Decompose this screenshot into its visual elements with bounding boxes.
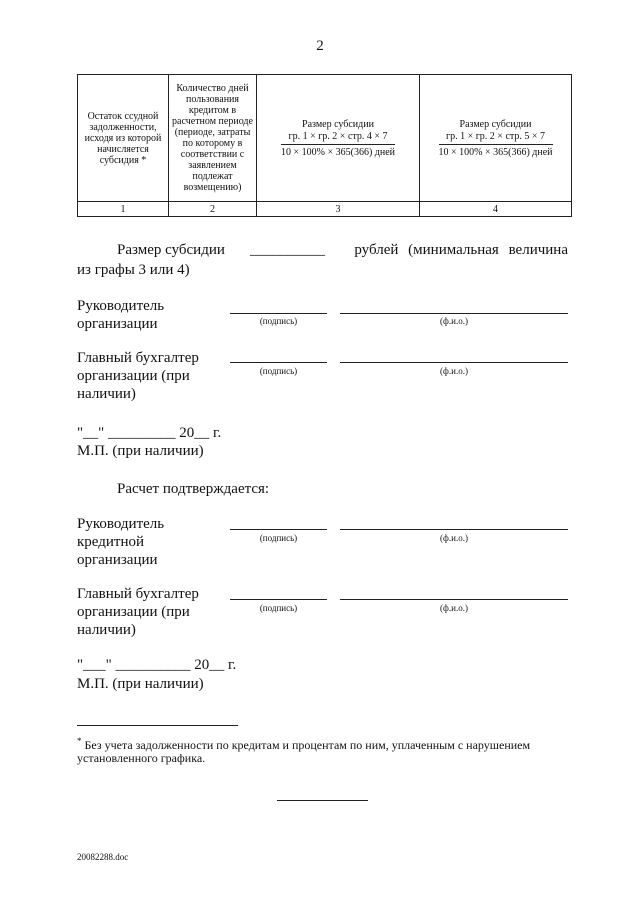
formula-denominator: 10 × 100% × 365(366) дней [438,146,553,158]
formula-denominator: 10 × 100% × 365(366) дней [281,146,395,158]
subsidy-table [77,74,572,217]
fio-caption: (ф.и.о.) [440,603,468,613]
footnote-separator [77,725,238,726]
table-header-row [78,75,572,202]
stamp-note: М.П. (при наличии) [77,443,204,459]
confirm-heading: Расчет подтверждается: [117,481,270,497]
signature-line [230,362,327,363]
fio-caption: (ф.и.о.) [440,366,468,376]
credit-date-line: "___" __________ 20__ г. [77,657,237,673]
footnote-text-line2: установленного графика. [77,751,206,765]
fio-caption: (ф.и.о.) [440,533,468,543]
subsidy-rest: рублей (минимальная величина [354,242,568,258]
formula-col4 [439,131,553,158]
signature-caption: (подпись) [259,533,298,543]
header-subsidy-col4 [420,75,572,202]
footnote-marker: * [77,736,82,746]
header-subsidy-title: Размер субсидии [302,118,374,130]
accountant-label-2: организации (при [77,368,190,384]
credit-head-label-2: кредитной [77,534,145,550]
fio-line [340,529,568,530]
credit-head-label-3: организации [77,552,158,568]
signature-line [230,313,327,314]
header-days-count: Количество дней пользования кредитом в расчетном периоде (периоде, затраты по которому в соответствии с заявлением подлежат возмещению) [169,75,257,202]
formula-numerator: гр. 1 × гр. 2 × стр. 4 × 7 [281,131,395,145]
formula-numerator: гр. 1 × гр. 2 × стр. 5 × 7 [439,131,553,145]
subsidy-lead: Размер субсидии [117,242,225,258]
credit-accountant-label-1: Главный бухгалтер [77,586,199,602]
header-subsidy-col3 [257,75,420,202]
fio-line [340,599,568,600]
date-line: "__" _________ 20__ г. [77,425,222,441]
signature-line [230,529,327,530]
head-label-2: организации [77,316,158,332]
fio-line [340,313,568,314]
column-number: 2 [169,202,257,217]
credit-head-label-1: Руководитель [77,516,165,532]
footnote-text-line1: Без учета задолженности по кредитам и процентам по ним, уплаченным с нарушением [84,738,531,752]
header-loan-balance: Остаток ссудной задолженности, исходя из которой начисляется субсидия * [78,75,169,202]
page-number: 2 [316,38,324,54]
head-label-1: Руководитель [77,298,165,314]
subsidy-line2: из графы 3 или 4) [77,262,190,278]
fio-line [340,362,568,363]
subsidy-amount-blank: __________ [250,242,325,258]
signature-caption: (подпись) [259,316,298,326]
accountant-label-1: Главный бухгалтер [77,350,199,366]
formula-col3 [281,131,395,158]
credit-stamp-note: М.П. (при наличии) [77,676,204,692]
signature-line [230,599,327,600]
end-rule [277,800,368,801]
header-subsidy-title: Размер субсидии [459,118,532,130]
document-code: 20082288.doc [77,852,129,862]
column-number: 3 [257,202,420,217]
table-column-numbers-row [78,202,572,217]
column-number: 4 [420,202,572,217]
signature-caption: (подпись) [259,603,298,613]
accountant-label-3: наличии) [77,386,136,402]
signature-caption: (подпись) [259,366,298,376]
fio-caption: (ф.и.о.) [440,316,468,326]
credit-accountant-label-3: наличии) [77,622,136,638]
column-number: 1 [78,202,169,217]
credit-accountant-label-2: организации (при [77,604,190,620]
